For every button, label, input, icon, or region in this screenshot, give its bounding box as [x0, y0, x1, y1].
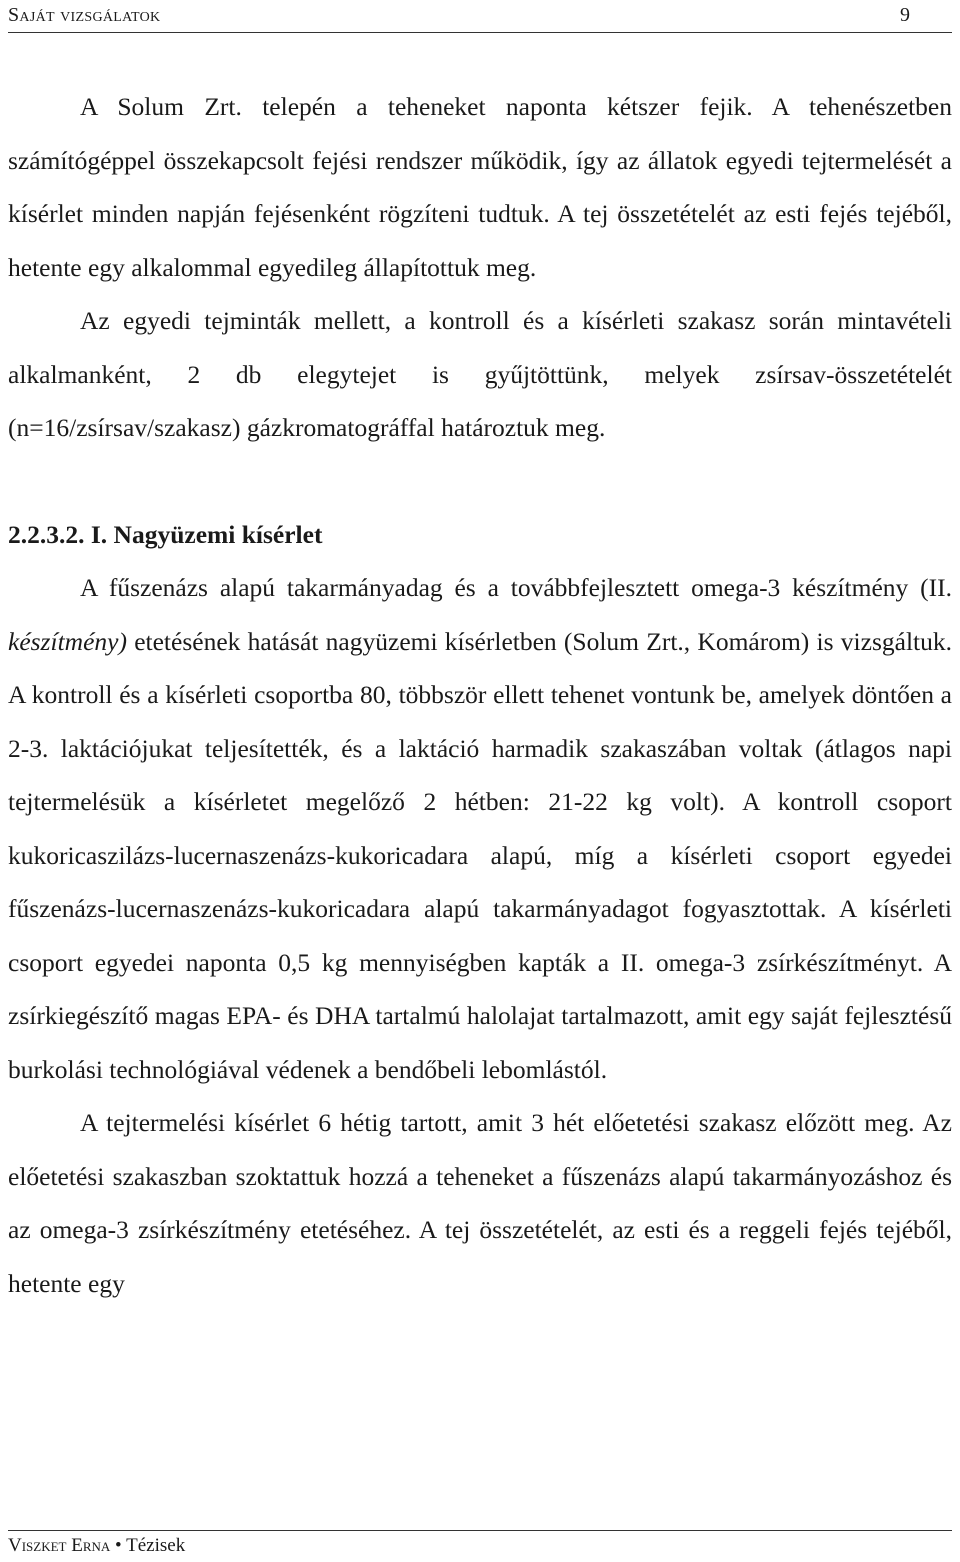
- paragraph-3-italic: készítmény): [8, 626, 127, 656]
- paragraph-2: Az egyedi tejminták mellett, a kontroll és a kísérleti szakasz során mintavételi alkalmanként, 2 db elegytejet is gyűjtöttünk, melyek zsírsav-összetételét (n=16/zsírsav/szakasz) gázkromatográffal határoztuk meg.: [8, 306, 952, 442]
- running-header: [8, 0, 952, 33]
- paragraph-3: [8, 561, 952, 1096]
- footer-separator: •: [115, 1535, 122, 1556]
- paragraph-1: A Solum Zrt. telepén a teheneket naponta kétszer fejik. A tehenészetben számítógéppel összekapcsolt fejési rendszer működik, így az állatok egyedi tejtermelését a kísérlet minden napján fejésenként rögzíteni tudtuk. A tej összetételét az esti fejés tejéből, hetente egy alkalommal egyedileg állapítottuk meg.: [8, 92, 952, 282]
- paragraph-3-part-1: A fűszenázs alapú takarmányadag és a továbbfejlesztett omega-3 készítmény (II.: [80, 573, 952, 602]
- body-text: [8, 80, 952, 1310]
- header-title: Saját vizsgálatok: [8, 4, 161, 26]
- running-footer: [8, 1530, 952, 1562]
- footer-doc: Tézisek: [126, 1535, 186, 1556]
- footer-text: [8, 1535, 185, 1557]
- paragraph-4: A tejtermelési kísérlet 6 hétig tartott, amit 3 hét előetetési szakasz előzött meg. Az előetetési szakaszban szoktattuk hozzá a teheneket a fűszenázs alapú takarmányozáshoz és az omega-3 zsírkészítmény etetéséhez. A tej összetételét, az esti és a reggeli fejés tejéből, hetente egy: [8, 1108, 952, 1298]
- page-number: 9: [900, 4, 910, 26]
- footer-author: Viszket Erna: [8, 1535, 111, 1556]
- paragraph-3-part-2: etetésének hatását nagyüzemi kísérletben (Solum Zrt., Komárom) is vizsgáltuk. A kontroll és a kísérleti csoportba 80, többször ellett tehenet vontunk be, amelyek döntően a 2-3. laktációjukat teljesítették, és a laktáció harmadik szakaszában voltak (átlagos napi tejtermelésük a kísérletet megelőző 2 hétben: 21-22 kg volt). A kontroll csoport kukoricaszilázs-lucernaszenázs-kukoricadara alapú, míg a kísérleti csoport egyedei fűszenázs-lucernaszenázs-kukoricadara alapú takarmányadagot fogyasztottak. A kísérleti csoport egyedei naponta 0,5 kg mennyiségben kapták a II. omega-3 zsírkészítményt. A zsírkiegészítő magas EPA- és DHA tartalmú halolajat tartalmazott, amit egy saját fejlesztésű burkolási technológiával védenek a bendőbeli lebomlástól.: [8, 626, 952, 1084]
- section-heading: 2.2.3.2. I. Nagyüzemi kísérlet: [8, 519, 323, 549]
